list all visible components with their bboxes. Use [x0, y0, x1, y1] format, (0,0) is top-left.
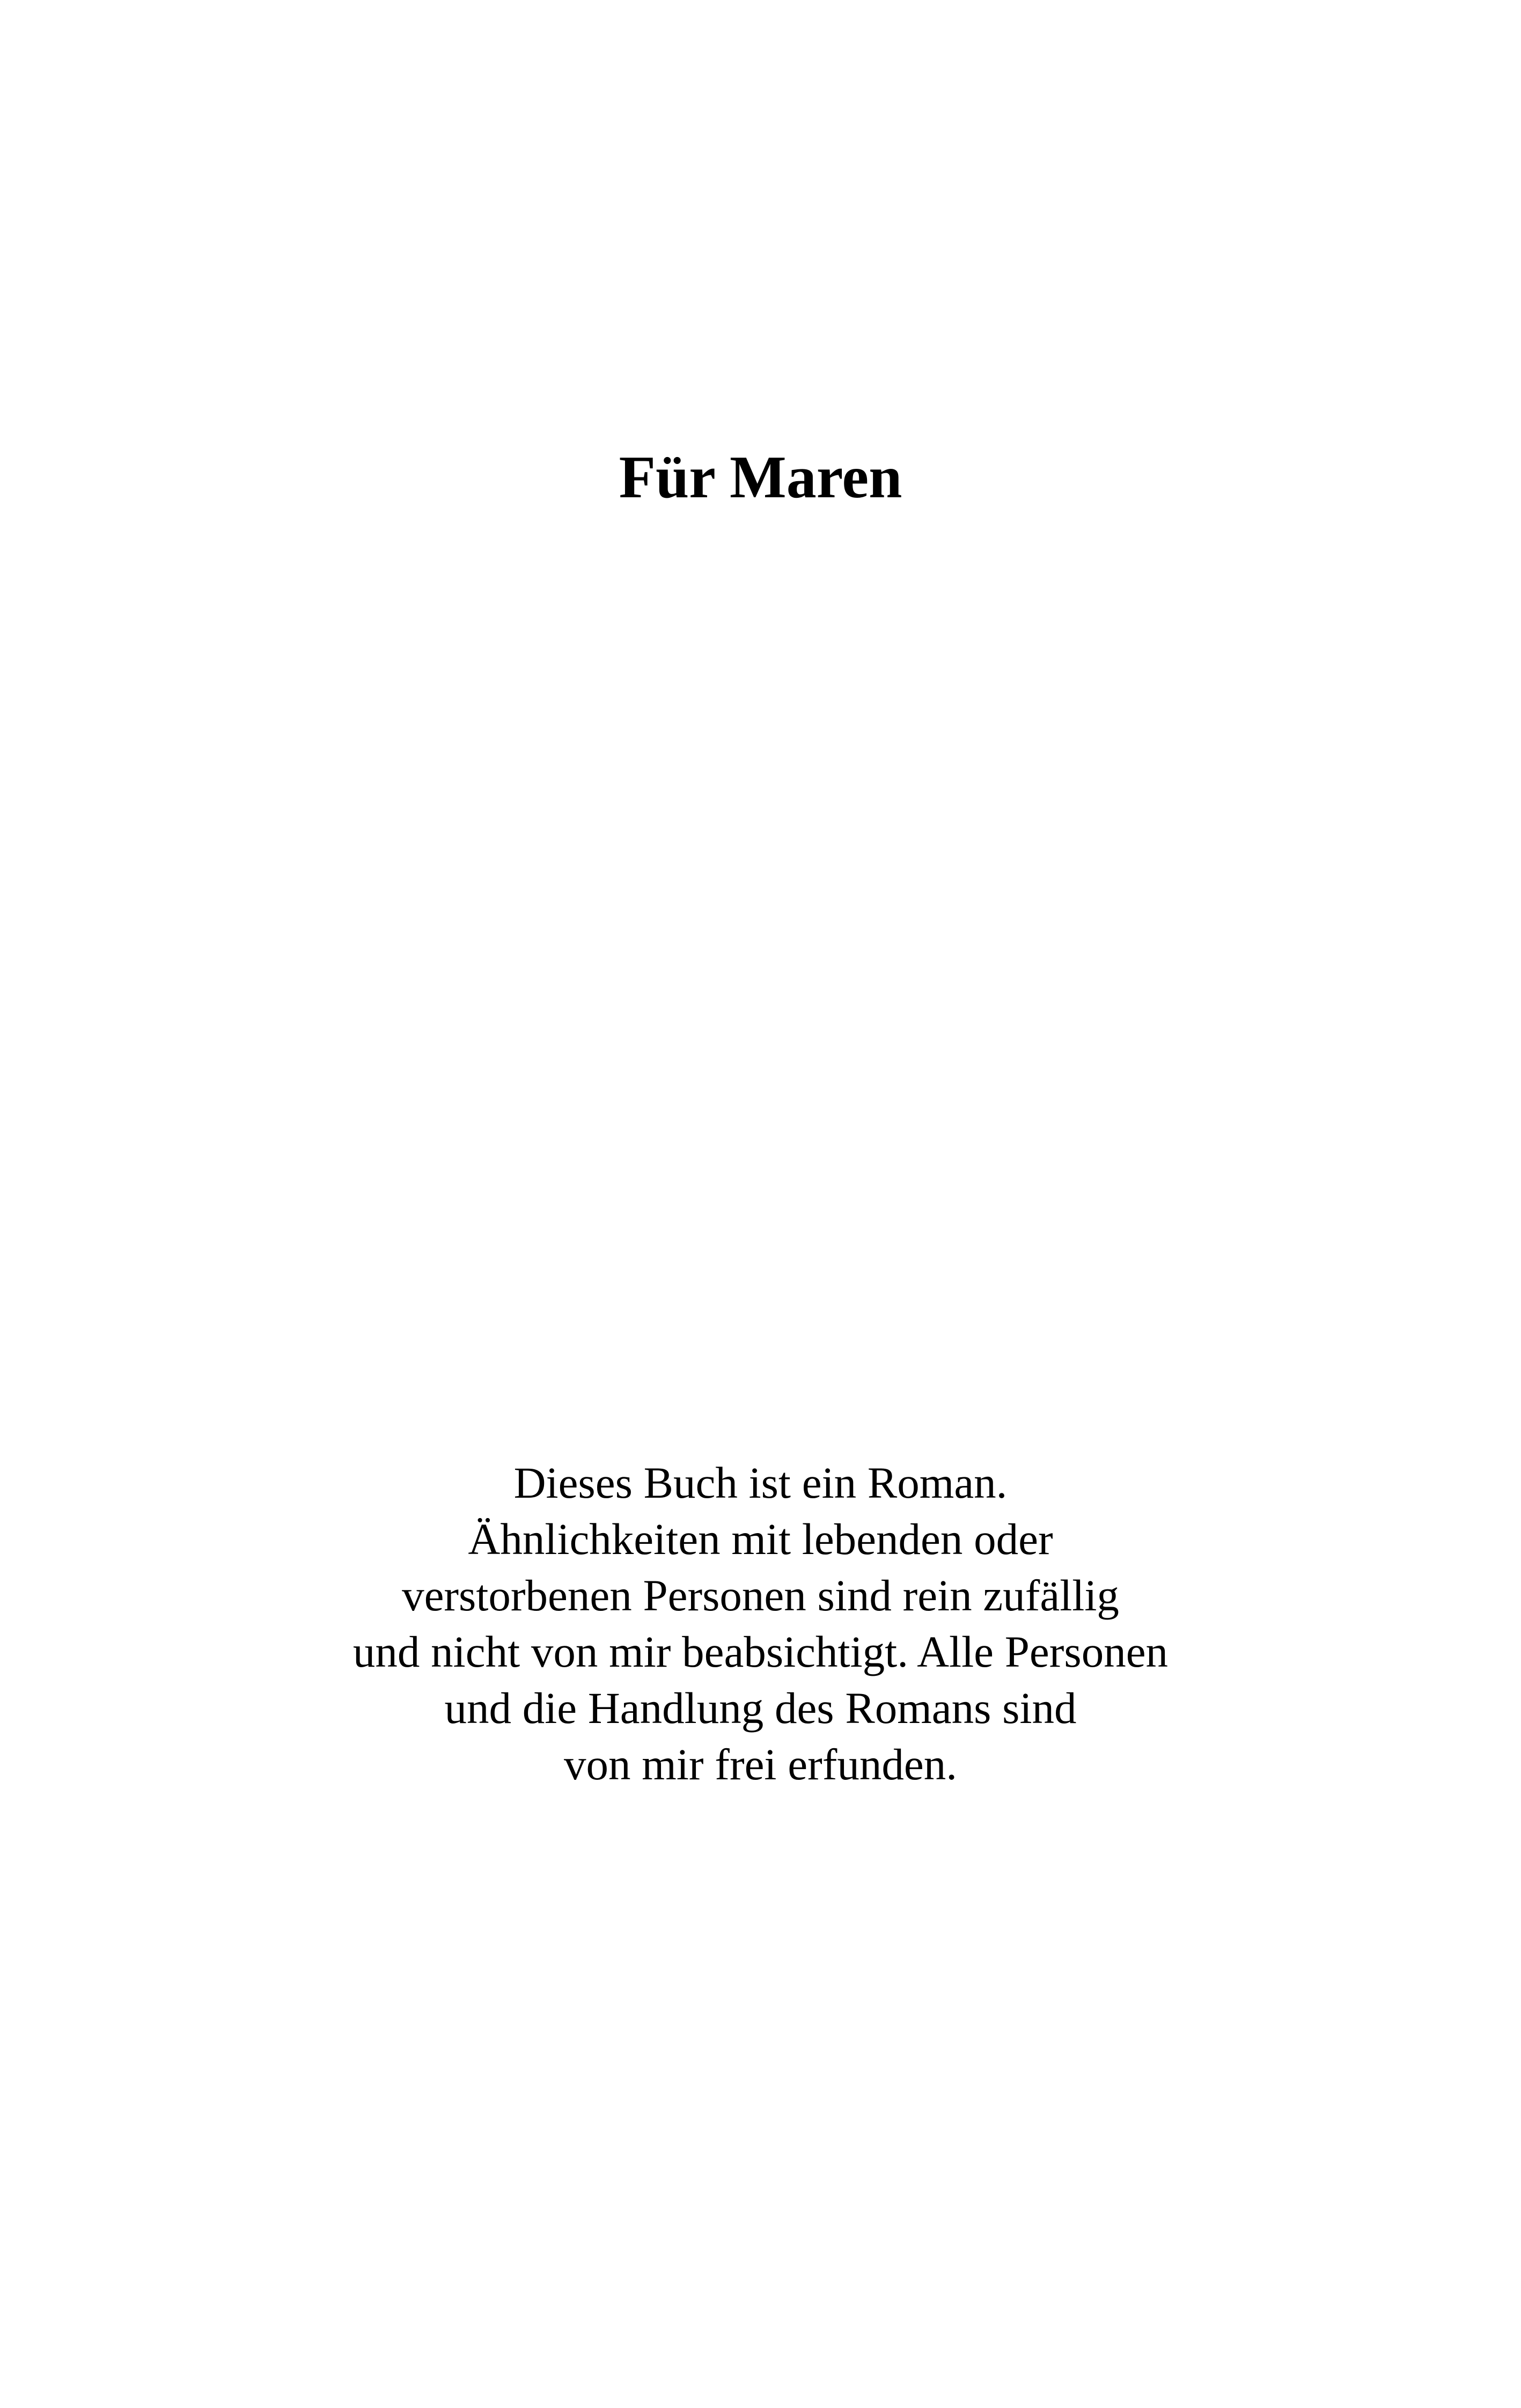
disclaimer-paragraph	[0, 1455, 1521, 1793]
disclaimer-line: von mir frei erfunden.	[564, 1740, 957, 1789]
disclaimer-line: verstorbenen Personen sind rein zufällig	[402, 1571, 1119, 1620]
disclaimer-line: Ähnlichkeiten mit lebenden oder	[468, 1514, 1053, 1564]
dedication-title: Für Maren	[619, 444, 902, 511]
disclaimer-line: Dieses Buch ist ein Roman.	[513, 1458, 1008, 1507]
disclaimer-line: und die Handlung des Romans sind	[444, 1683, 1077, 1733]
disclaimer-line: und nicht von mir beabsichtigt. Alle Personen	[352, 1627, 1169, 1676]
